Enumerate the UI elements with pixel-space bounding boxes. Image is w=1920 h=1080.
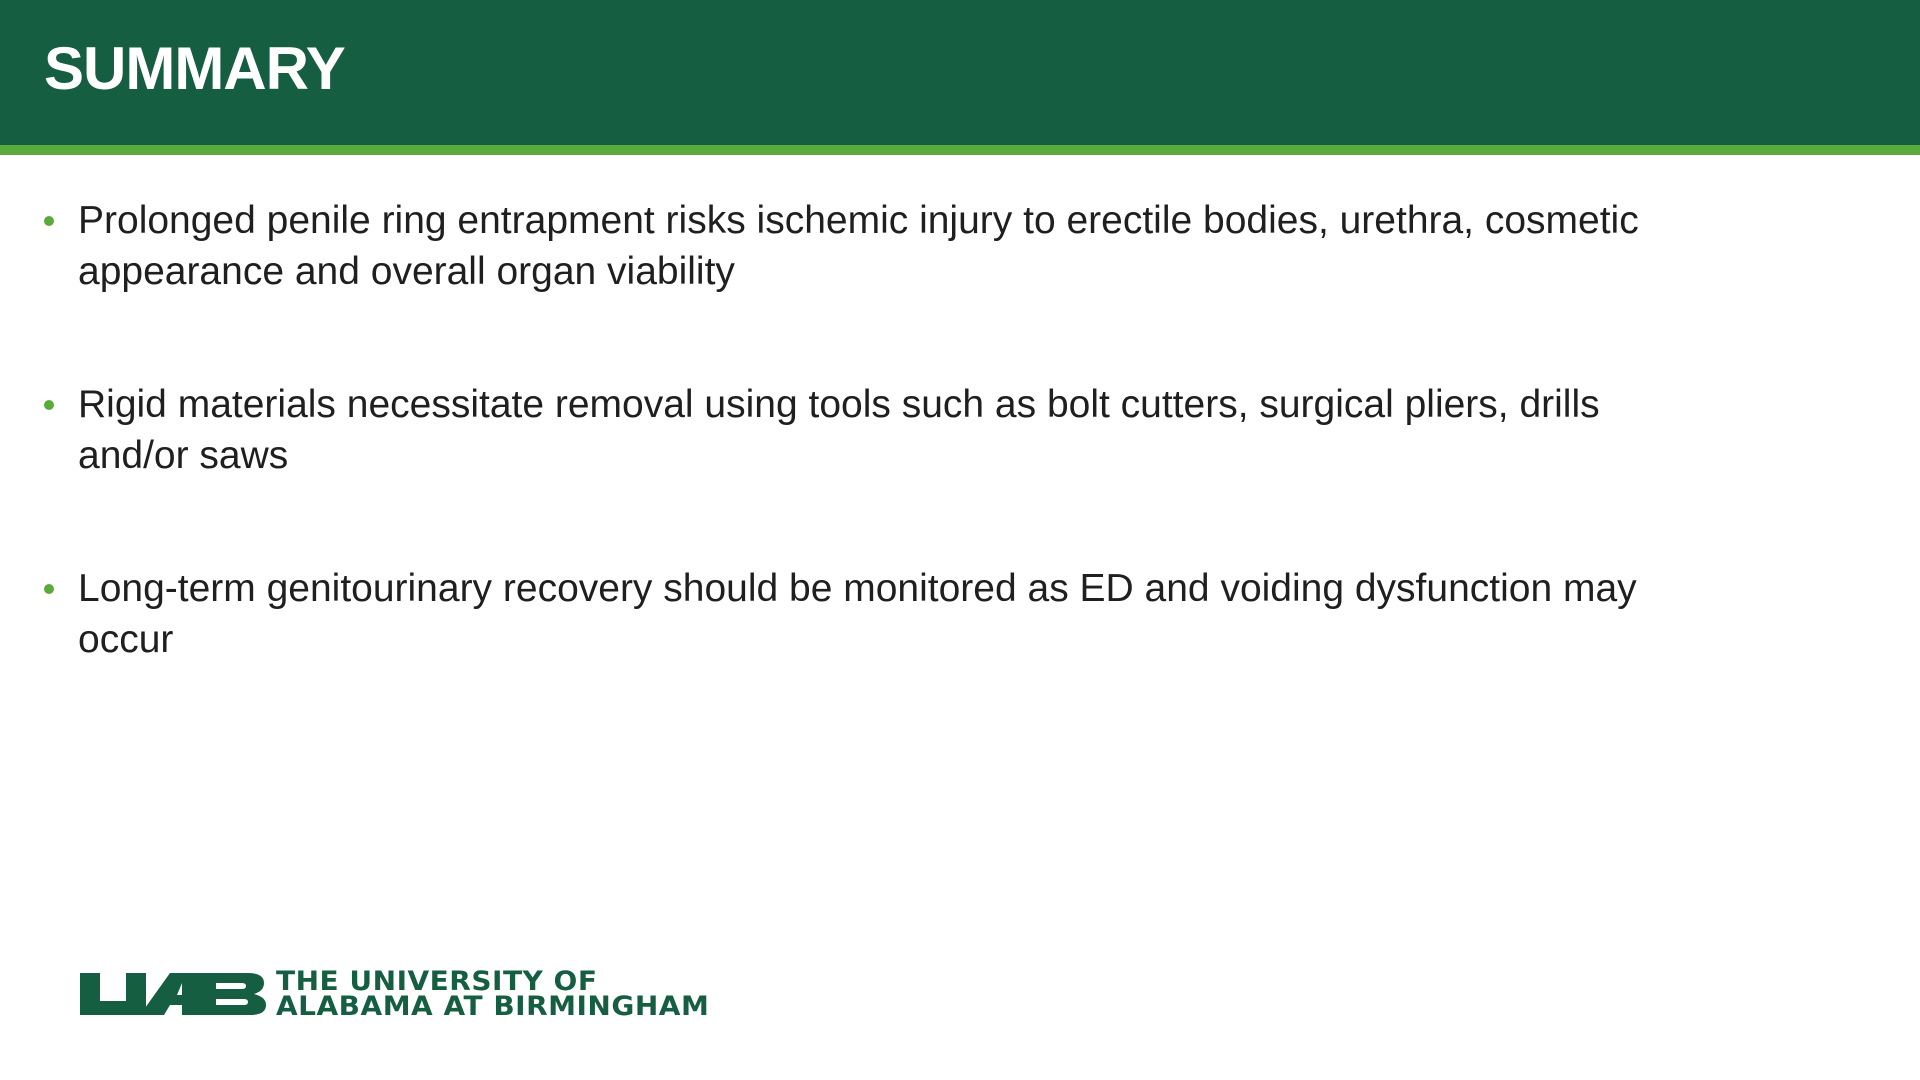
bullet-dot-icon	[44, 400, 54, 410]
bullet-item	[40, 563, 1680, 665]
uab-logo-mark-icon	[78, 969, 268, 1019]
slide-title: SUMMARY	[44, 35, 345, 102]
bullet-item	[40, 379, 1680, 481]
bullet-dot-icon	[44, 584, 54, 594]
title-banner	[0, 0, 1920, 145]
uab-logo	[78, 965, 710, 1022]
bullet-text: Rigid materials necessitate removal using tools such as bolt cutters, surgical pliers, drills and/or saws	[78, 383, 1600, 477]
logo-line-2: ALABAMA AT BIRMINGHAM	[276, 990, 710, 1022]
bullet-dot-icon	[44, 216, 54, 226]
accent-stripe	[0, 145, 1920, 155]
logo-line-1: THE UNIVERSITY OF	[276, 965, 598, 997]
bullet-text: Prolonged penile ring entrapment risks ischemic injury to erectile bodies, urethra, cosmetic appearance and overall organ viability	[78, 199, 1639, 293]
bullet-list	[40, 195, 1680, 747]
bullet-text: Long-term genitourinary recovery should be monitored as ED and voiding dysfunction may occur	[78, 567, 1637, 661]
logo-wordmark	[276, 965, 710, 1022]
bullet-item	[40, 195, 1680, 297]
